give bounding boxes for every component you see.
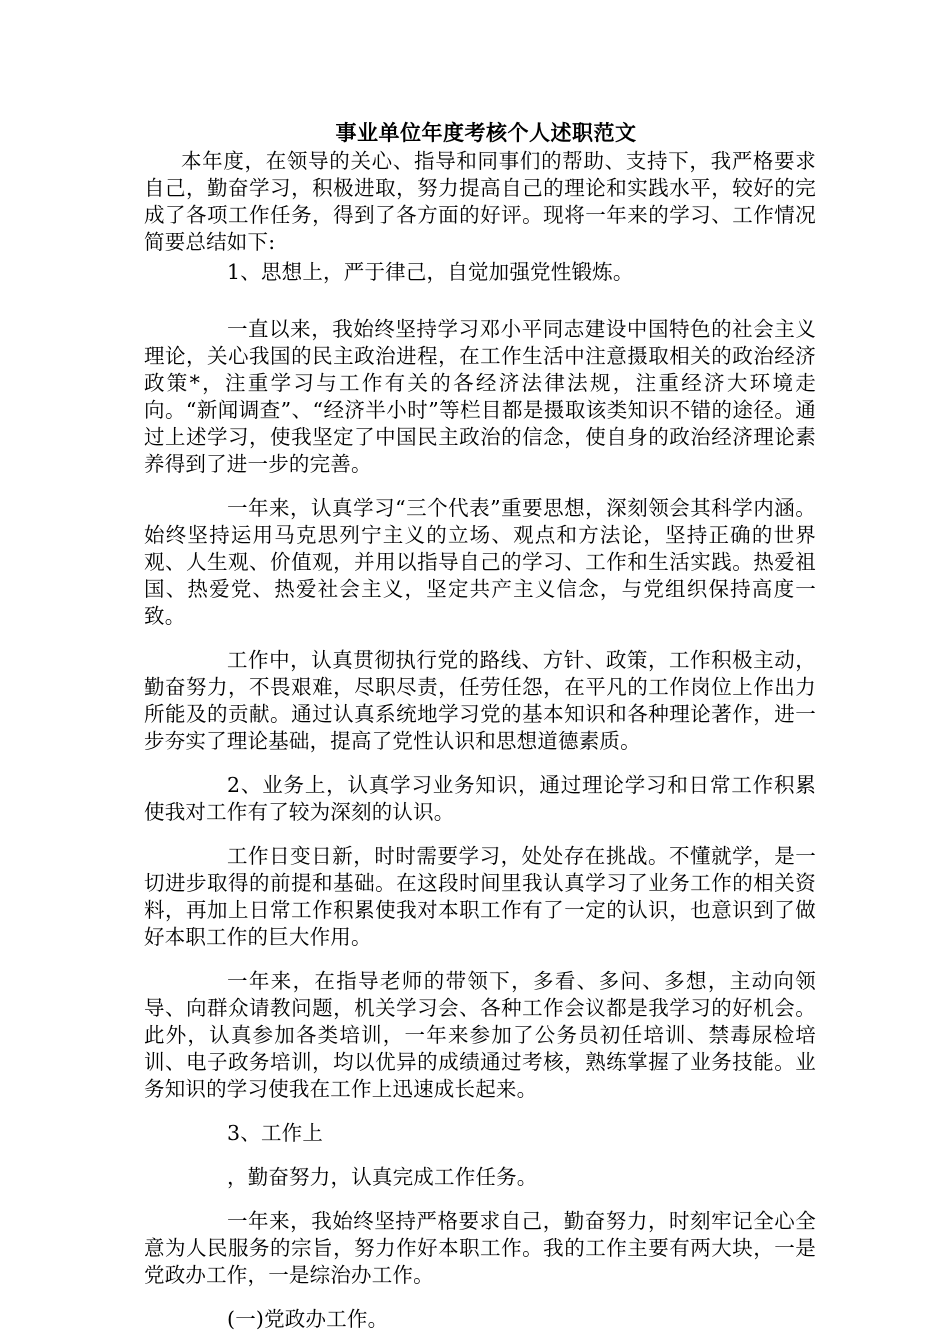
document-body: [144, 118, 816, 1333]
paragraph-training: 一年来，在指导老师的带领下，多看、多问、多想，主动向领导、向群众请教问题，机关学习会、各种工作会议都是我学习的好机会。此外，认真参加各类培训，一年来参加了公务员初任培训、禁毒尿检培训、电子政务培训，均以优异的成绩通过考核，熟练掌握了业务技能。业务知识的学习使我在工作上迅速成长起来。: [144, 969, 816, 1101]
paragraph-learning-challenges: 工作日变日新，时时需要学习，处处存在挑战。不懂就学，是一切进步取得的前提和基础。在这段时间里我认真学习了业务工作的相关资料，再加上日常工作积累使我对本职工作有了一定的认识，也意识到了做好本职工作的巨大作用。: [144, 844, 816, 949]
section-heading-business: 2、业务上，认真学习业务知识，通过理论学习和日常工作积累使我对工作有了较为深刻的认识。: [144, 773, 816, 824]
section-heading-ideology: 1、思想上，严于律己，自觉加强党性锻炼。: [227, 260, 634, 284]
paragraph-work-duties: 一年来，我始终坚持严格要求自己，勤奋努力，时刻牢记全心全意为人民服务的宗旨，努力作好本职工作。我的工作主要有两大块，一是党政办工作，一是综治办工作。: [144, 1209, 816, 1287]
paragraph-three-represents: 一年来，认真学习“三个代表”重要思想，深刻领会其科学内涵。始终坚持运用马克思列宁主义的立场、观点和方法论，坚持正确的世界观、人生观、价值观，并用以指导自己的学习、工作和生活实践。热爱祖国、热爱党、热爱社会主义，坚定共产主义信念，与党组织保持高度一致。: [144, 496, 816, 628]
intro-paragraph: 本年度，在领导的关心、指导和同事们的帮助、支持下，我严格要求自己，勤奋学习，积极进取，努力提高自己的理论和实践水平，较好的完成了各项工作任务，得到了各方面的好评。现将一年来的学习、工作情况简要总结如下:: [144, 149, 816, 254]
paragraph-work-diligence: ，勤奋努力，认真完成工作任务。: [227, 1165, 538, 1189]
subsection-heading-party-office: (一)党政办工作。: [227, 1307, 389, 1331]
paragraph-theory-study: 一直以来，我始终坚持学习邓小平同志建设中国特色的社会主义理论，关心我国的民主政治进程，在工作生活中注意摄取相关的政治经济政策*，注重学习与工作有关的各经济法律法规，注重经济大环境走向。“新闻调查”、“经济半小时”等栏目都是摄取该类知识不错的途径。通过上述学习，使我坚定了中国民主政治的信念，使自身的政治经济理论素养得到了进一步的完善。: [144, 317, 816, 476]
paragraph-party-line: 工作中，认真贯彻执行党的路线、方针、政策，工作积极主动，勤奋努力，不畏艰难，尽职尽责，任劳任怨，在平凡的工作岗位上作出力所能及的贡献。通过认真系统地学习党的基本知识和各种理论著作，进一步夯实了理论基础，提高了党性认识和思想道德素质。: [144, 648, 816, 753]
document-title: 事业单位年度考核个人述职范文: [335, 120, 637, 145]
section-heading-work: 3、工作上: [227, 1121, 324, 1145]
